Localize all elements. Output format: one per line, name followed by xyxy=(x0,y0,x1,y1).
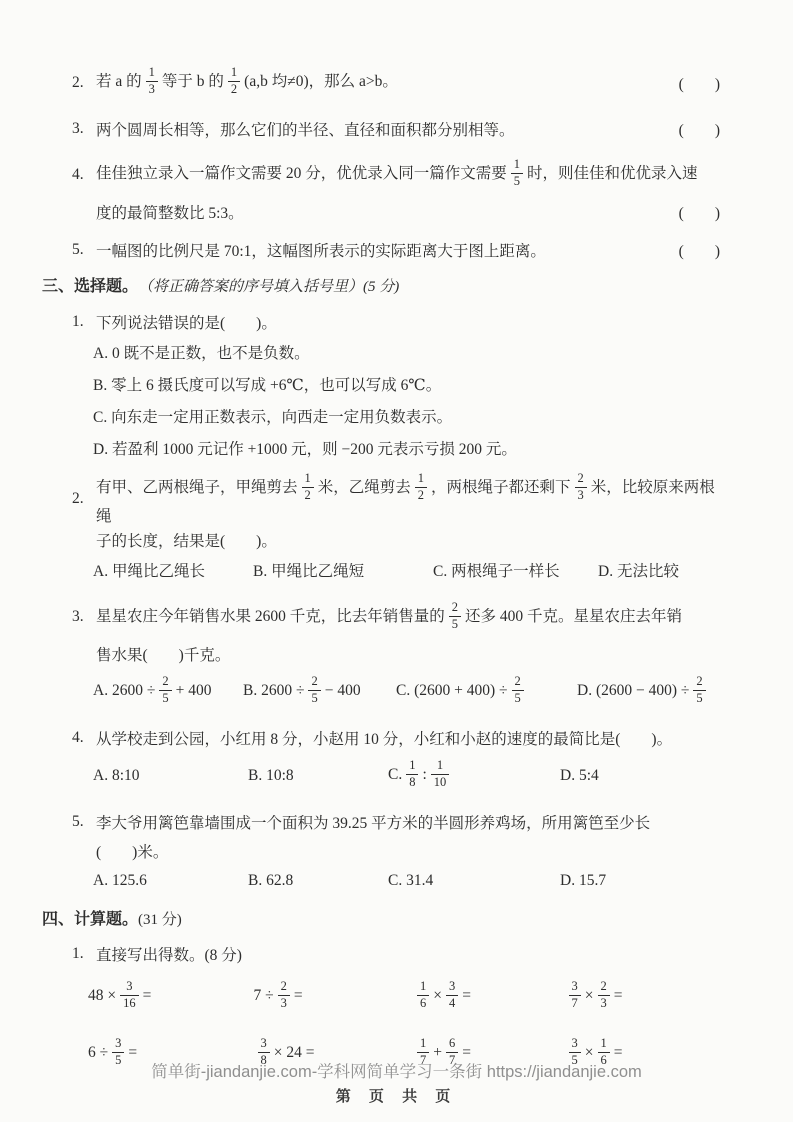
option-text: B. 甲绳比乙绳短 xyxy=(253,563,365,580)
expression-text: 48 × $\frac{3}{16}$ = xyxy=(88,979,152,1010)
question-text: 售水果( )千克。 xyxy=(96,647,231,664)
question-line xyxy=(42,808,720,837)
option-c xyxy=(388,872,560,890)
question-text: 有甲、乙两根绳子，甲绳剪去 $\frac{1}{2}$ 米，乙绳剪去 $\frac{1}{2}$ ，两根绳子都还剩下 $\frac{2}{3}$ 米，比较原来两根绳 xyxy=(96,471,715,525)
question-line-continuation xyxy=(42,197,720,226)
judge-question-5 xyxy=(42,235,720,264)
question-line-continuation xyxy=(42,640,720,669)
option-text: B. 零上 6 摄氏度可以写成 +6℃，也可以写成 6℃。 xyxy=(93,377,442,394)
option-text: D. 5:4 xyxy=(560,766,599,784)
calc-expression xyxy=(381,981,551,1012)
question-number: 2. xyxy=(72,73,84,91)
option-c xyxy=(42,400,720,432)
option-text: D. 15.7 xyxy=(560,872,607,889)
option-text: C. 两根绳子一样长 xyxy=(433,563,560,580)
option-b xyxy=(42,368,720,400)
option-text: A. 125.6 xyxy=(93,872,147,889)
calc-expression xyxy=(551,981,721,1012)
expression-text: $\frac{1}{7}$ + $\frac{6}{7}$ = xyxy=(413,1038,471,1069)
option-a xyxy=(93,676,243,707)
option-text: A. 甲绳比乙绳长 xyxy=(93,563,205,580)
options-row xyxy=(42,753,720,799)
option-d xyxy=(560,872,720,890)
options-row xyxy=(42,555,720,586)
option-c xyxy=(396,676,577,707)
section-subtitle: （将正确答案的序号填入括号里）(5 分) xyxy=(138,279,400,295)
question-number: 1. xyxy=(72,312,84,330)
page-number-label: 第 页 共 页 xyxy=(335,1088,458,1105)
calc-subquestion-label xyxy=(42,940,720,969)
calc-expression xyxy=(42,981,212,1012)
calc-section-header xyxy=(42,906,720,935)
options-list xyxy=(42,336,720,464)
choice-question-1 xyxy=(42,307,720,464)
page-footer xyxy=(0,1058,793,1106)
option-b xyxy=(248,872,388,890)
calc-section xyxy=(42,906,720,1078)
question-line xyxy=(42,473,720,526)
option-d xyxy=(598,559,720,581)
judge-question-3 xyxy=(42,114,720,143)
question-number: 5. xyxy=(72,813,84,830)
section-title: 四、计算题。 xyxy=(42,910,139,928)
question-line xyxy=(42,152,720,197)
option-a xyxy=(93,872,248,890)
option-b xyxy=(248,767,388,785)
option-text: A. 8:10 xyxy=(93,766,140,784)
question-text: 直接写出得数。(8 分) xyxy=(96,947,242,964)
option-a xyxy=(93,559,253,581)
expression-text: $\frac{3}{8}$ × 24 = xyxy=(254,1038,315,1069)
option-a xyxy=(93,767,248,785)
choice-question-4 xyxy=(42,724,720,799)
question-text: 若 a 的 $\frac{1}{3}$ 等于 b 的 $\frac{1}{2}$ (a,b 均≠0)，那么 a>b。 xyxy=(96,65,398,96)
section-title: 三、选择题。 xyxy=(42,278,139,295)
answer-bracket: ( ) xyxy=(678,75,720,93)
expression-text: 7 ÷ $\frac{2}{3}$ = xyxy=(253,979,303,1010)
option-text: D. 若盈利 1000 元记作 +1000 元，则 −200 元表示亏损 200 元。 xyxy=(93,441,517,458)
option-text: C. (2600 + 400) ÷ $\frac{2}{5}$ xyxy=(396,676,528,707)
option-text: C. $\frac{1}{8}$ : $\frac{1}{10}$ xyxy=(388,760,453,791)
calc-expression xyxy=(212,981,382,1012)
option-c xyxy=(388,760,560,791)
question-line-continuation xyxy=(42,526,720,555)
option-text: A. 2600 ÷ $\frac{2}{5}$ + 400 xyxy=(93,674,212,705)
options-row xyxy=(42,866,720,897)
question-number: 5. xyxy=(72,240,84,258)
answer-bracket: ( ) xyxy=(678,204,720,222)
question-line xyxy=(42,595,720,640)
option-a xyxy=(42,336,720,368)
expression-text: 6 ÷ $\frac{3}{5}$ = xyxy=(88,1036,138,1067)
question-number: 1. xyxy=(72,945,84,962)
option-text: A. 0 既不是正数，也不是负数。 xyxy=(93,345,310,362)
judge-section xyxy=(42,60,720,264)
choice-question-2 xyxy=(42,473,720,586)
watermark-text: 简单街-jiandanjie.com-学科网简单学习一条街 https://jiandanjie.com xyxy=(151,1063,642,1081)
judge-question-2 xyxy=(42,60,720,105)
option-text: C. 向东走一定用正数表示，向西走一定用负数表示。 xyxy=(93,409,453,426)
question-number: 4. xyxy=(72,729,84,746)
question-line xyxy=(42,724,720,753)
options-row xyxy=(42,669,720,715)
option-text: D. 无法比较 xyxy=(598,563,679,580)
answer-bracket: ( ) xyxy=(678,121,720,139)
question-text: 一幅图的比例尺是 70:1，这幅图所表示的实际距离大于图上距离。 xyxy=(96,242,546,260)
question-line xyxy=(42,307,720,336)
choice-question-3 xyxy=(42,595,720,715)
expression-text: $\frac{3}{5}$ × $\frac{1}{6}$ = xyxy=(565,1038,623,1069)
calc-row-1 xyxy=(42,973,720,1021)
option-c xyxy=(433,559,598,581)
question-number: 2. xyxy=(72,490,84,508)
question-line xyxy=(42,235,720,264)
question-text: 度的最简整数比 5:3。 xyxy=(96,204,244,222)
question-text: 两个圆周长相等，那么它们的半径、直径和面积都分别相等。 xyxy=(96,121,515,139)
choice-question-5 xyxy=(42,808,720,897)
question-line-continuation xyxy=(42,837,720,866)
option-text: B. 10:8 xyxy=(248,766,294,784)
option-text: B. 2600 ÷ $\frac{2}{5}$ − 400 xyxy=(243,674,361,705)
expression-text: $\frac{1}{6}$ × $\frac{3}{4}$ = xyxy=(413,981,471,1012)
question-text: 子的长度，结果是( )。 xyxy=(96,533,277,550)
question-text: ( )米。 xyxy=(96,844,169,861)
question-line xyxy=(42,60,720,105)
option-text: C. 31.4 xyxy=(388,872,434,889)
question-text: 星星农庄今年销售水果 2600 千克，比去年销售量的 $\frac{2}{5}$ 还多 400 千克。星星农庄去年销 xyxy=(96,599,683,631)
section-subtitle: (31 分) xyxy=(138,911,182,928)
question-number: 3. xyxy=(72,119,84,137)
option-d xyxy=(42,432,720,464)
expression-text: $\frac{3}{7}$ × $\frac{2}{3}$ = xyxy=(565,981,623,1012)
question-text: 佳佳独立录入一篇作文需要 20 分，优优录入同一篇作文需要 $\frac{1}{5}$ 时，则佳佳和优优录入速 xyxy=(96,157,698,188)
question-text: 从学校走到公园，小红用 8 分，小赵用 10 分，小红和小赵的速度的最简比是( )。 xyxy=(96,731,673,748)
judge-question-4 xyxy=(42,152,720,226)
question-number: 3. xyxy=(72,608,84,625)
choice-section-header xyxy=(42,273,720,302)
answer-bracket: ( ) xyxy=(678,242,720,260)
question-text: 下列说法错误的是( )。 xyxy=(96,314,277,332)
question-text: 李大爷用篱笆靠墙围成一个面积为 39.25 平方米的半圆形养鸡场，所用篱笆至少长 xyxy=(96,815,651,832)
choice-section xyxy=(42,273,720,897)
option-b xyxy=(243,676,396,707)
question-number: 4. xyxy=(72,165,84,183)
option-d xyxy=(560,767,720,785)
option-text: D. (2600 − 400) ÷ $\frac{2}{5}$ xyxy=(577,676,710,707)
option-b xyxy=(253,559,433,581)
option-text: B. 62.8 xyxy=(248,872,294,889)
option-d xyxy=(577,676,720,707)
question-line xyxy=(42,114,720,143)
